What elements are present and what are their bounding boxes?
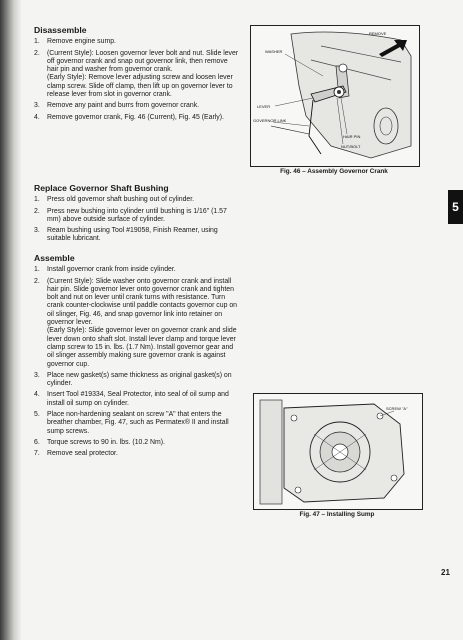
list-item: 2. (Current Style): Loosen governor lever bolt and nut. Slide lever off governor crank and snap out governor link, then remove hair pin and washer from governor crank. (Early Style): Remove lever adjusting screw and loosen lever clamp screw. Slide off clamp, then lift up on governor lever to release lever from slot in governor crank. bbox=[34, 49, 239, 99]
section-tab: 5 bbox=[448, 190, 463, 224]
sump-illustration bbox=[254, 394, 422, 509]
fig46-label-lever: LEVER bbox=[257, 104, 271, 109]
assemble-heading: Assemble bbox=[34, 253, 75, 263]
list-item: 3. Place new gasket(s) same thickness as original gasket(s) on cylinder. bbox=[34, 371, 232, 388]
fig46-label-remove: REMOVE bbox=[369, 31, 387, 36]
replace-bushing-heading: Replace Governor Shaft Bushing bbox=[34, 183, 169, 193]
fig47-label-screw-a: SCREW "A" bbox=[386, 406, 408, 411]
list-item: 5. Place non-hardening sealant on screw "A" that enters the breather chamber, Fig. 47, such as Permatex® II and install sump screws. bbox=[34, 411, 229, 435]
assemble-steps bbox=[34, 266, 240, 458]
list-item: 2. (Current Style): Slide washer onto governor crank and install hair pin. Slide governor lever onto governor crank and tighten bolt and nut on lever until crank turns with resistance. Turn crank counter-clockwise until paddle contacts governor cup on oil slinger, Fig. 46, and snap governor link into retainer on governor lever. (Early Style): Slide governor lever on governor crank and slide lever down onto shaft slot. Install lever clamp and torque lever clamp screw to 15 in. lbs. (1.7 Nm). Install governor gear and oil slinger assembly making sure governor crank is against governor cup. bbox=[34, 277, 237, 368]
replace-bushing-steps bbox=[34, 196, 240, 243]
list-item: 1. Press old governor shaft bushing out of cylinder. bbox=[34, 196, 195, 204]
page-number: 21 bbox=[441, 568, 450, 577]
assemble-section bbox=[34, 254, 240, 462]
replace-bushing-section bbox=[34, 184, 240, 247]
list-item: 1. Install governor crank from inside cylinder. bbox=[34, 266, 176, 274]
list-item: 4. Remove governor crank, Fig. 46 (Current), Fig. 45 (Early). bbox=[34, 113, 224, 121]
fig46-label-hair-pin: HAIR PIN bbox=[343, 134, 361, 139]
disassemble-heading: Disassemble bbox=[34, 25, 87, 35]
list-item: 6. Torque screws to 90 in. lbs. (10.2 Nm). bbox=[34, 438, 165, 446]
list-item: 3. Ream bushing using Tool #19058, Finish Reamer, using suitable lubricant. bbox=[34, 227, 218, 243]
list-item: 1. Remove engine sump. bbox=[34, 38, 116, 46]
fig47-caption: Fig. 47 – Installing Sump bbox=[299, 511, 375, 518]
fig47-installing-sump bbox=[253, 393, 423, 510]
fig46-label-governor-link: GOVERNOR LINK bbox=[253, 118, 287, 123]
fig46-label-washer: WASHER bbox=[265, 49, 283, 54]
list-item: 4. Insert Tool #19334, Seal Protector, into seal of oil sump and install oil sump on cylinder. bbox=[34, 391, 229, 407]
list-item: 3. Remove any paint and burrs from governor crank. bbox=[34, 102, 200, 110]
disassemble-steps bbox=[34, 38, 240, 122]
book-spine-shadow bbox=[0, 0, 22, 640]
governor-crank-illustration bbox=[251, 26, 419, 166]
fig46-label-nut-bolt: NUT/BOLT bbox=[341, 144, 361, 149]
list-item: 2. Press new bushing into cylinder until bushing is 1/16" (1.57 mm) above outside surface of cylinder. bbox=[34, 207, 227, 223]
fig46-caption: Fig. 46 – Assembly Governor Crank bbox=[280, 168, 388, 175]
disassemble-section bbox=[34, 26, 240, 125]
list-item: 7. Remove seal protector. bbox=[34, 450, 118, 458]
fig46-assembly-governor-crank bbox=[250, 25, 420, 167]
